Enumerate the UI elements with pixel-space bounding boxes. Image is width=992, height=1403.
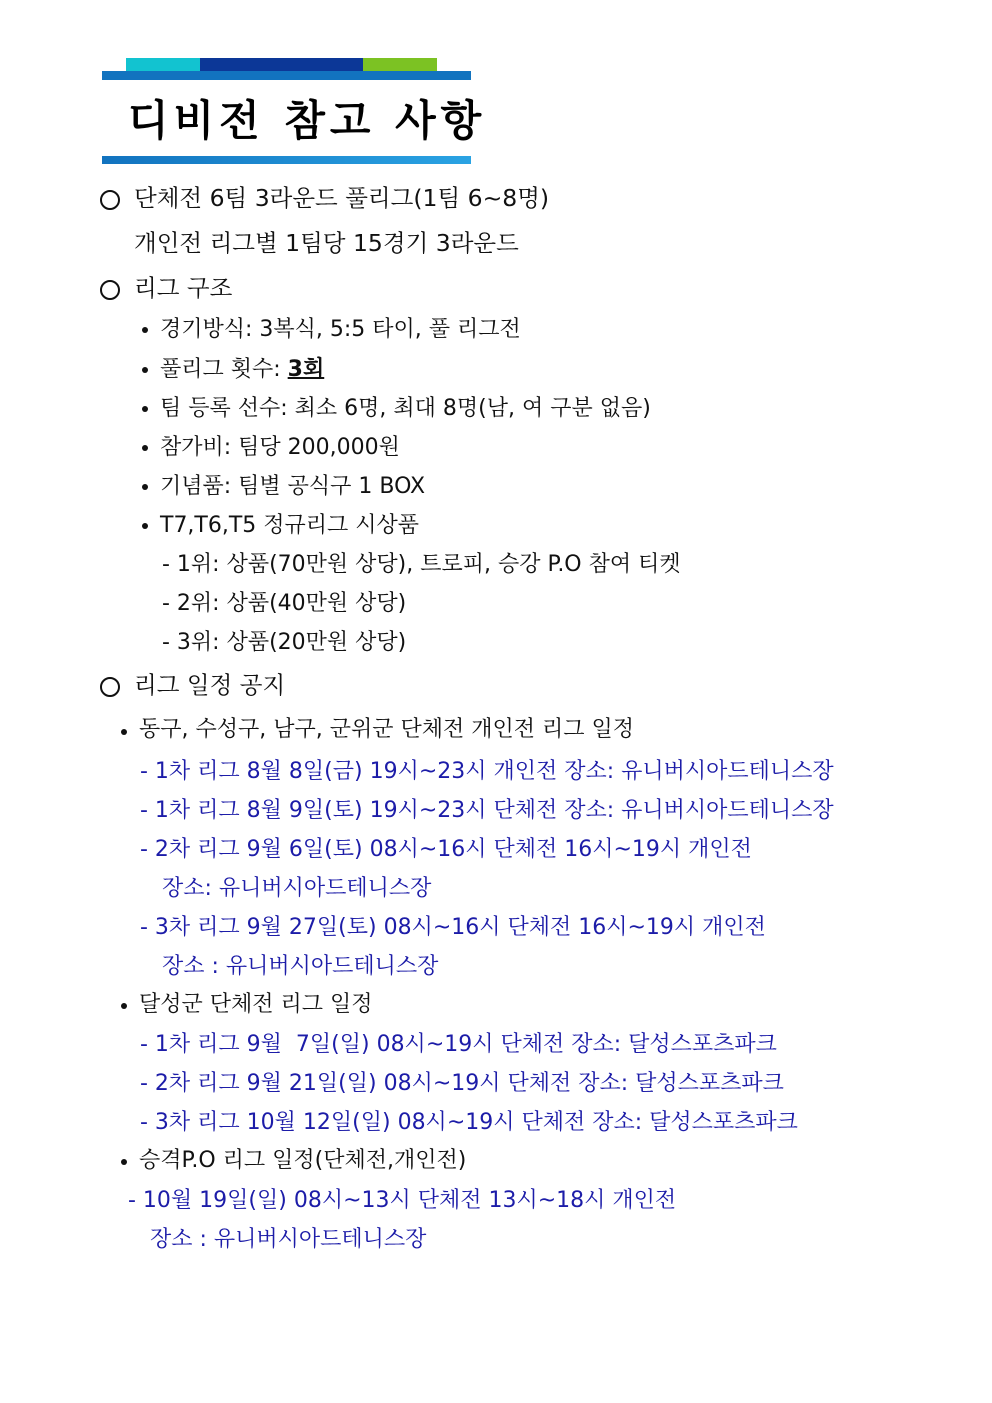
header-bar-navy	[200, 58, 363, 71]
schedule-line: - 10월 19일(일) 08시~13시 단체전 13시~18시 개인전	[128, 1188, 677, 1213]
structure-item-fee: 참가비: 팀당 200,000원	[160, 435, 400, 460]
circle-bullet	[100, 677, 120, 697]
schedule-venue: 장소: 유니버시아드테니스장	[162, 876, 432, 901]
schedule-group3-title: 승격P.O 리그 일정(단체전,개인전)	[139, 1148, 467, 1173]
bullet-dot	[142, 445, 148, 451]
header-underline	[102, 156, 471, 164]
prize-second: - 2위: 상품(40만원 상당)	[162, 591, 407, 616]
bullet-dot	[142, 406, 148, 412]
schedule-venue: 장소 : 유니버시아드테니스장	[150, 1227, 427, 1252]
schedule-group1-title: 동구, 수성구, 남구, 군위군 단체전 개인전 리그 일정	[139, 717, 634, 742]
schedule-line: - 3차 리그 9월 27일(토) 08시~16시 단체전 16시~19시 개인전	[140, 915, 766, 940]
round-value: 3회	[287, 357, 325, 382]
bullet-dot	[142, 327, 148, 333]
round-label: 풀리그 횟수:	[160, 357, 281, 382]
bullet-dot	[121, 1003, 127, 1009]
schedule-group2-title: 달성군 단체전 리그 일정	[139, 992, 373, 1017]
structure-item-players: 팀 등록 선수: 최소 6명, 최대 8명(남, 여 구분 없음)	[160, 396, 651, 421]
header-bar-blue	[102, 71, 471, 80]
header-bar-green	[363, 58, 437, 71]
structure-item-souvenir: 기념품: 팀별 공식구 1 BOX	[160, 474, 426, 499]
schedule-line: - 1차 리그 9월 7일(일) 08시~19시 단체전 장소: 달성스포츠파크	[140, 1032, 777, 1057]
structure-item-format: 경기방식: 3복식, 5:5 타이, 풀 리그전	[160, 317, 521, 342]
prize-first: - 1위: 상품(70만원 상당), 트로피, 승강 P.O 참여 티켓	[162, 552, 681, 577]
schedule-line: - 3차 리그 10월 12일(일) 08시~19시 단체전 장소: 달성스포츠파크	[140, 1110, 798, 1135]
prize-third: - 3위: 상품(20만원 상당)	[162, 630, 407, 655]
bullet-dot	[121, 729, 127, 735]
schedule-line: - 2차 리그 9월 21일(일) 08시~19시 단체전 장소: 달성스포츠파크	[140, 1071, 784, 1096]
schedule-line: - 1차 리그 8월 9일(토) 19시~23시 단체전 장소: 유니버시아드테니스장	[140, 798, 834, 823]
section1-line1: 단체전 6팀 3라운드 풀리그(1팀 6~8명)	[134, 184, 550, 212]
structure-item-prizes: T7,T6,T5 정규리그 시상품	[160, 513, 420, 538]
bullet-dot	[142, 523, 148, 529]
schedule-line: - 1차 리그 8월 8일(금) 19시~23시 개인전 장소: 유니버시아드테니스장	[140, 759, 834, 784]
header-bar-cyan	[126, 58, 200, 71]
schedule-venue: 장소 : 유니버시아드테니스장	[162, 954, 439, 979]
circle-bullet	[100, 280, 120, 300]
bullet-dot	[121, 1159, 127, 1165]
section2-heading: 리그 구조	[134, 274, 233, 302]
schedule-line: - 2차 리그 9월 6일(토) 08시~16시 단체전 16시~19시 개인전	[140, 837, 752, 862]
section3-heading: 리그 일정 공지	[134, 671, 286, 699]
structure-item-rounds	[160, 355, 324, 385]
section1-line2: 개인전 리그별 1팀당 15경기 3라운드	[134, 229, 519, 257]
bullet-dot	[142, 484, 148, 490]
bullet-dot	[142, 367, 148, 373]
page-title: 디비전 참고 사항	[128, 96, 487, 145]
circle-bullet	[100, 190, 120, 210]
